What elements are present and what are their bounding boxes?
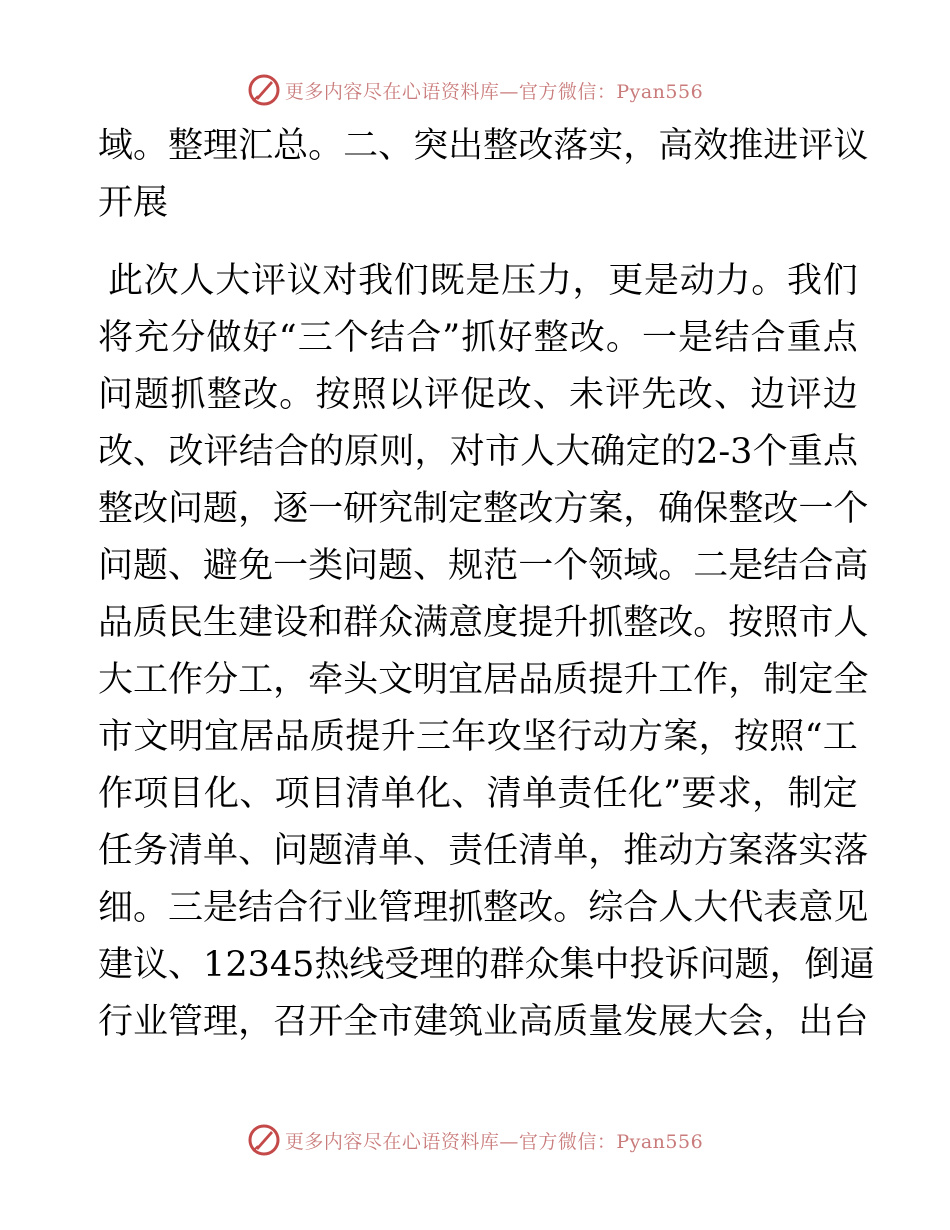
text-line: 整 改 问 题 ， 逐 一 研 究 制 定 整 改 方 案 ， 确 保 整 改 一 个 — [98, 489, 869, 529]
quill-logo-icon — [247, 73, 281, 107]
footer-watermark-banner — [0, 1120, 950, 1160]
text-line: 行 业 管 理 ， 召 开 全 市 建 筑 业 高 质 量 发 展 大 会 ， 出 台 — [98, 1002, 869, 1042]
text-line: 域 。 整 理 汇 总 。 二 、 突 出 整 改 落 实 ， 高 效 推 进 评 议 — [98, 126, 869, 166]
text-line: 建 议 、 12345 热 线 受 理 的 群 众 集 中 投 诉 问 题 ， 倒 逼 — [98, 945, 875, 985]
text-line: 改 、 改 评 结 合 的 原 则 ， 对 市 人 大 确 定 的 2-3 个 重 点 — [98, 432, 858, 472]
text-line: 市 文 明 宜 居 品 质 提 升 三 年 攻 坚 行 动 方 案 ， 按 照 “ 工 — [98, 717, 858, 757]
paragraph-1 — [98, 118, 869, 232]
text-line: 问 题 、 避 免 一 类 问 题 、 规 范 一 个 领 域 。 二 是 结 合 高 — [98, 546, 869, 586]
footer-watermark-text: 更多内容尽在心语资料库—官方微信：Pyan556 — [284, 1130, 704, 1153]
text-line: 品 质 民 生 建 设 和 群 众 满 意 度 提 升 抓 整 改 。 按 照 市 人 — [98, 603, 869, 643]
text-line: 将 充 分 做 好 “ 三 个 结 合 ” 抓 好 整 改 。 一 是 结 合 重 点 — [98, 318, 858, 358]
text-line: 细 。 三 是 结 合 行 业 管 理 抓 整 改 。 综 合 人 大 代 表 意 见 — [98, 888, 869, 928]
text-line: 开展 — [98, 183, 169, 223]
paragraph-2 — [98, 253, 875, 1051]
text-line: 大 工 作 分 工 ， 牵 头 文 明 宜 居 品 质 提 升 工 作 ， 制 定 全 — [98, 660, 869, 700]
header-watermark-banner — [0, 70, 950, 110]
text-line: 此 次 人 大 评 议 对 我 们 既 是 压 力 ， 更 是 动 力 。 我 们 — [108, 261, 858, 301]
text-line: 任 务 清 单 、 问 题 清 单 、 责 任 清 单 ， 推 动 方 案 落 实 落 — [98, 831, 869, 871]
quill-logo-icon — [247, 1123, 281, 1157]
header-watermark-text: 更多内容尽在心语资料库—官方微信：Pyan556 — [284, 80, 704, 103]
text-line: 作 项 目 化 、 项 目 清 单 化 、 清 单 责 任 化 ” 要 求 ， 制 定 — [98, 774, 858, 814]
text-line: 问 题 抓 整 改 。 按 照 以 评 促 改 、 未 评 先 改 、 边 评 边 — [98, 375, 858, 415]
